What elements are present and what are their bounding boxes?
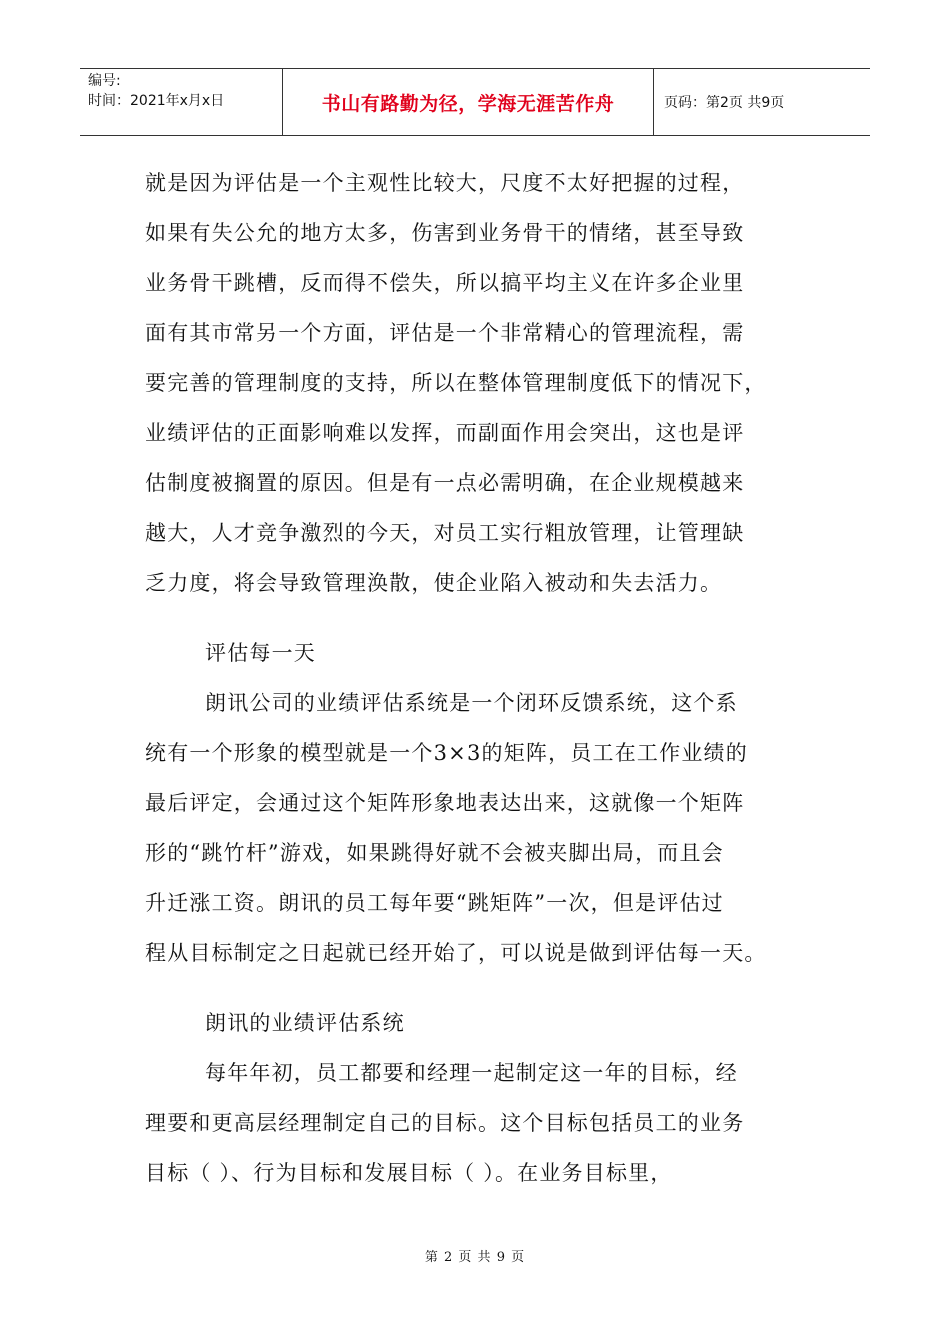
text-line: 升迁涨工资。朗讯的员工每年要“跳矩阵”一次，但是评估过 bbox=[145, 891, 724, 915]
header-motto-cell bbox=[283, 69, 654, 135]
time-label: 时间：2021年x月x日 bbox=[88, 93, 225, 109]
text-line: 业务骨干跳槽，反而得不偿失，所以搞平均主义在许多企业里 bbox=[145, 271, 745, 295]
section-heading: 朗讯的业绩评估系统 bbox=[205, 1011, 405, 1035]
header-page-info: 页码：第2页 共9页 bbox=[664, 95, 785, 111]
text-line: 乏力度，将会导致管理涣散，使企业陷入被动和失去活力。 bbox=[145, 571, 723, 595]
paragraph-gap bbox=[145, 978, 810, 998]
text-line: 朗讯公司的业绩评估系统是一个闭环反馈系统，这个系 bbox=[205, 691, 738, 715]
text-line: 越大，人才竞争激烈的今天，对员工实行粗放管理，让管理缺 bbox=[145, 521, 745, 545]
text-line: 程从目标制定之日起就已经开始了，可以说是做到评估每一天。 bbox=[145, 941, 767, 965]
paragraph-1 bbox=[145, 158, 810, 608]
text-line: 估制度被搁置的原因。但是有一点必需明确，在企业规模越来 bbox=[145, 471, 745, 495]
paragraph-gap bbox=[145, 608, 810, 628]
document-body bbox=[145, 158, 810, 1198]
text-line: 如果有失公允的地方太多，伤害到业务骨干的情绪，甚至导致 bbox=[145, 221, 745, 245]
header-meta bbox=[80, 69, 283, 135]
text-line: 每年年初，员工都要和经理一起制定这一年的目标，经 bbox=[205, 1061, 738, 1085]
section-heading: 评估每一天 bbox=[205, 641, 316, 665]
text-line: 形的“跳竹杆”游戏，如果跳得好就不会被夹脚出局，而且会 bbox=[145, 841, 724, 865]
paragraph-3 bbox=[145, 1048, 810, 1198]
text-line: 要完善的管理制度的支持，所以在整体管理制度低下的情况下， bbox=[145, 371, 767, 395]
text-line: 面有其市常另一个方面，评估是一个非常精心的管理流程，需 bbox=[145, 321, 745, 345]
text-line: 业绩评估的正面影响难以发挥，而副面作用会突出，这也是评 bbox=[145, 421, 745, 445]
paragraph-2 bbox=[145, 678, 810, 978]
text-line: 目标（ ）、行为目标和发展目标（ ）。在业务目标里， bbox=[145, 1161, 673, 1185]
text-line: 理要和更高层经理制定自己的目标。这个目标包括员工的业务 bbox=[145, 1111, 745, 1135]
text-line: 最后评定，会通过这个矩阵形象地表达出来，这就像一个矩阵 bbox=[145, 791, 745, 815]
text-line: 就是因为评估是一个主观性比较大，尺度不太好把握的过程， bbox=[145, 171, 745, 195]
header-page-info-cell bbox=[654, 69, 870, 135]
page-footer: 第 2 页 共 9 页 bbox=[424, 1250, 526, 1265]
number-label: 编号: bbox=[88, 73, 121, 89]
page-header bbox=[80, 68, 870, 136]
text-line: 统有一个形象的模型就是一个3×3的矩阵，员工在工作业绩的 bbox=[145, 741, 748, 765]
header-motto: 书山有路勤为径，学海无涯苦作舟 bbox=[321, 92, 615, 115]
